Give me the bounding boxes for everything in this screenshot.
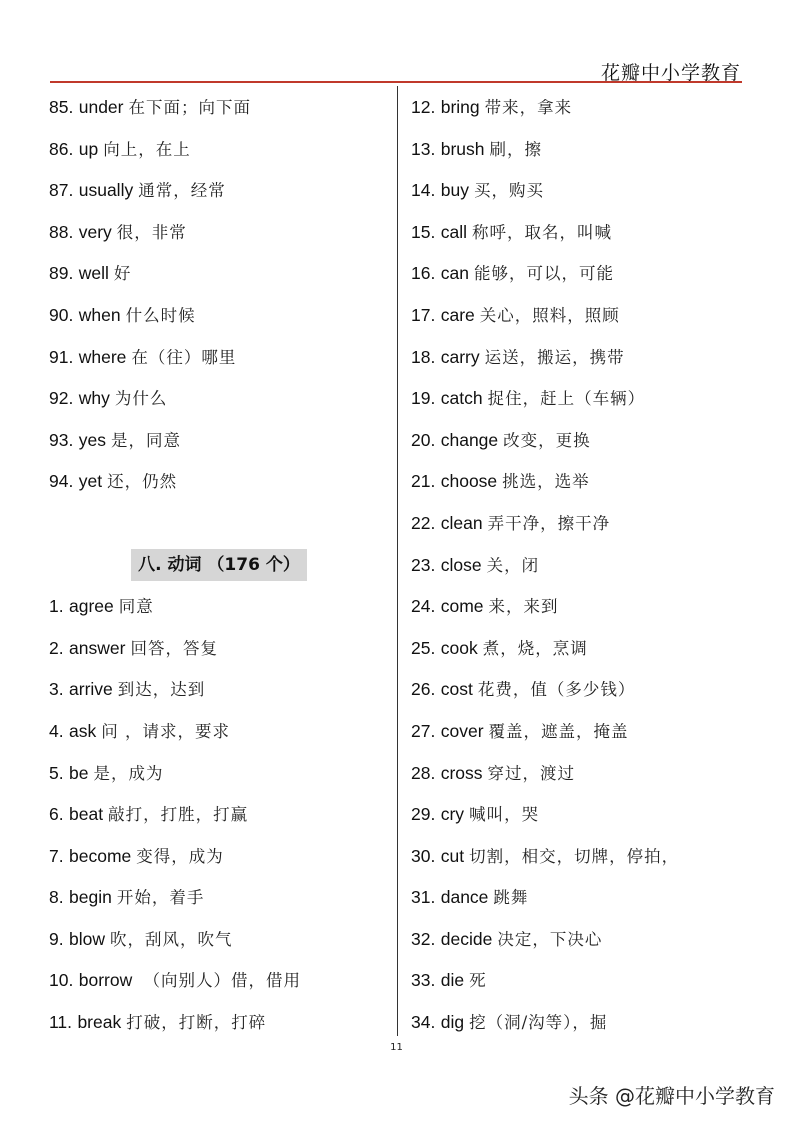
entry-number: 11.	[49, 1012, 73, 1033]
entry-word: well	[78, 263, 109, 284]
entry-meaning: 变得，成为	[136, 846, 224, 866]
entry-meaning: 问 ，请求，要求	[101, 721, 230, 741]
vocab-entry	[411, 919, 751, 961]
entry-meaning: 是，同意	[110, 430, 181, 450]
section-heading: 八. 动词 （176 个）	[131, 549, 307, 581]
entry-meaning: 决定，下决心	[497, 929, 603, 949]
entry-word: why	[78, 388, 110, 409]
page-header-title: 花瓣中小学教育	[600, 62, 741, 84]
entry-word: buy	[440, 180, 469, 201]
entry-word: cost	[440, 679, 473, 700]
vocab-entry	[49, 461, 389, 503]
entry-meaning: 很，非常	[116, 222, 187, 242]
entry-number: 33.	[411, 970, 436, 991]
entry-meaning: 在（往）哪里	[131, 347, 237, 367]
entry-meaning: 花费，值（多少钱）	[477, 680, 636, 700]
entry-number: 27.	[411, 720, 436, 741]
entry-meaning: 到达，达到	[117, 680, 206, 700]
entry-number: 16.	[411, 263, 436, 284]
entry-number: 88.	[49, 221, 74, 242]
entry-word: arrive	[69, 679, 113, 700]
entry-word: close	[440, 554, 482, 575]
entry-meaning: 关，闭	[486, 555, 540, 575]
entry-word: answer	[69, 637, 126, 658]
entry-number: 4.	[49, 720, 64, 741]
entry-meaning: 喊叫，哭	[469, 805, 540, 825]
vocab-entry	[49, 420, 389, 462]
vocab-entry	[49, 877, 389, 919]
entry-number: 8.	[49, 887, 64, 908]
entry-word: brush	[440, 138, 485, 159]
entry-number: 7.	[49, 845, 64, 866]
entry-word: dance	[440, 887, 489, 908]
entry-number: 13.	[411, 138, 436, 159]
vocab-entry	[49, 129, 389, 171]
entry-word: dig	[440, 1012, 465, 1033]
entry-number: 2.	[49, 637, 64, 658]
page-number: 11	[390, 1042, 403, 1053]
vocab-entry	[411, 586, 751, 628]
vocab-entry	[411, 877, 751, 919]
entry-number: 87.	[49, 180, 74, 201]
vocab-entry	[49, 253, 389, 295]
entry-word: where	[78, 346, 127, 367]
entry-number: 1.	[49, 596, 64, 617]
entry-word: when	[78, 304, 121, 325]
entry-meaning: 运送，搬运，携带	[484, 347, 625, 367]
entry-number: 12.	[411, 97, 436, 117]
entry-meaning: 好	[113, 264, 132, 284]
entry-meaning: 覆盖，遮盖，掩盖	[488, 721, 629, 741]
entry-word: choose	[440, 471, 498, 492]
entry-number: 24.	[411, 596, 436, 617]
vocab-entry	[49, 586, 389, 628]
entry-word: yet	[78, 471, 103, 492]
entry-meaning: 还，仍然	[107, 472, 178, 492]
entry-word: clean	[440, 512, 483, 533]
entry-word: cross	[440, 762, 483, 783]
vocab-entry	[411, 628, 751, 670]
left-entries-top	[49, 87, 389, 503]
vocab-entry	[49, 794, 389, 836]
entry-meaning: 捉住，赶上（车辆）	[487, 389, 646, 409]
entry-word: very	[78, 221, 112, 242]
entry-word: come	[440, 596, 484, 617]
entry-number: 94.	[49, 471, 74, 492]
entry-word: cry	[440, 804, 465, 825]
entry-meaning: 敲打，打胜，打赢	[108, 805, 249, 825]
entry-word: decide	[440, 928, 493, 949]
vocab-entry	[49, 919, 389, 961]
vocab-entry	[49, 836, 389, 878]
vocab-entry	[411, 295, 751, 337]
vocab-entry	[411, 753, 751, 795]
entry-meaning: 在下面；向下面	[128, 98, 251, 117]
entry-word: ask	[69, 720, 97, 741]
entry-meaning: 打破，打断，打碎	[126, 1013, 267, 1033]
entry-number: 86.	[49, 138, 74, 159]
entry-word: call	[440, 221, 467, 242]
vocab-entry	[411, 503, 751, 545]
vocab-entry	[411, 1002, 751, 1044]
entry-meaning: 吹，刮风，吹气	[110, 929, 233, 949]
entry-word: die	[440, 970, 465, 991]
entry-word: yes	[78, 429, 106, 450]
vocab-entry	[49, 753, 389, 795]
entry-number: 93.	[49, 429, 74, 450]
header-rule	[50, 81, 742, 83]
vocab-entry	[49, 669, 389, 711]
entry-number: 17.	[411, 304, 436, 325]
entry-number: 6.	[49, 804, 64, 825]
vocab-entry	[411, 337, 751, 379]
vocab-entry	[411, 960, 751, 1002]
vocab-entry	[411, 420, 751, 462]
vocab-entry	[49, 378, 389, 420]
vocab-entry	[49, 295, 389, 337]
entry-number: 5.	[49, 762, 64, 783]
entry-word: be	[69, 762, 89, 783]
entry-word: beat	[69, 804, 104, 825]
entry-number: 28.	[411, 762, 436, 783]
entry-word: cover	[440, 720, 484, 741]
entry-meaning: 弄干净，擦干净	[487, 513, 611, 533]
entry-word: usually	[78, 180, 134, 201]
entry-number: 14.	[411, 180, 436, 201]
vocab-entry	[49, 337, 389, 379]
entry-meaning: 穿过，渡过	[487, 763, 576, 783]
entry-number: 92.	[49, 388, 74, 409]
entry-meaning: 挑选，选举	[502, 472, 590, 492]
vocab-entry	[411, 711, 751, 753]
column-divider	[397, 86, 398, 1036]
entry-word: carry	[440, 346, 480, 367]
entry-number: 90.	[49, 304, 74, 325]
entry-word: blow	[69, 928, 106, 949]
right-entries	[411, 87, 751, 1044]
entry-meaning: 向上，在上	[103, 139, 191, 159]
entry-number: 32.	[411, 928, 436, 949]
entry-number: 31.	[411, 887, 436, 908]
entry-number: 15.	[411, 221, 436, 242]
entry-word: break	[77, 1012, 122, 1033]
entry-number: 34.	[411, 1012, 436, 1033]
entry-number: 25.	[411, 637, 436, 658]
entry-meaning: 为什么	[114, 389, 168, 409]
right-column	[411, 87, 751, 1044]
entry-number: 91.	[49, 346, 74, 367]
entry-word: bring	[440, 97, 480, 117]
entry-number: 10.	[49, 970, 74, 991]
entry-number: 22.	[411, 512, 436, 533]
vocab-entry	[49, 711, 389, 753]
entry-word: up	[78, 138, 99, 159]
entry-word: cook	[440, 637, 478, 658]
entry-word: cut	[440, 845, 465, 866]
entry-meaning: 挖（洞/沟等），掘	[469, 1013, 608, 1033]
entry-meaning: 来，来到	[488, 597, 559, 617]
vocab-entry	[49, 628, 389, 670]
vocab-entry	[49, 1002, 389, 1044]
entry-number: 21.	[411, 471, 436, 492]
entry-meaning: 跳舞	[493, 888, 529, 908]
vocab-entry	[411, 87, 751, 129]
entry-meaning: 开始，着手	[116, 888, 205, 908]
entry-number: 20.	[411, 429, 436, 450]
vocab-entry	[411, 461, 751, 503]
entry-number: 23.	[411, 554, 436, 575]
entry-word: under	[78, 97, 124, 117]
entry-meaning: 切割，相交，切牌，停拍，	[469, 846, 680, 866]
vocab-entry	[411, 253, 751, 295]
entry-number: 3.	[49, 679, 64, 700]
entry-word: change	[440, 429, 499, 450]
entry-meaning: 能够，可以，可能	[473, 264, 614, 284]
watermark: 头条 @花瓣中小学教育	[568, 1084, 775, 1108]
entry-meaning: 关心，照料，照顾	[479, 305, 620, 325]
entry-word: begin	[69, 887, 112, 908]
entry-meaning: 刷，擦	[489, 139, 543, 159]
vocab-entry	[49, 960, 389, 1002]
entry-number: 29.	[411, 804, 436, 825]
entry-meaning: （向别人）借，借用	[137, 971, 301, 991]
vocab-entry	[411, 129, 751, 171]
entry-word: care	[440, 304, 475, 325]
entry-word: can	[440, 263, 469, 284]
entry-meaning: 是，成为	[93, 763, 164, 783]
vocab-entry	[411, 669, 751, 711]
vocab-entry	[411, 836, 751, 878]
entry-meaning: 通常，经常	[138, 181, 226, 201]
entry-meaning: 改变，更换	[503, 430, 591, 450]
vocab-entry	[411, 212, 751, 254]
entry-meaning: 同意	[118, 597, 154, 617]
entry-number: 9.	[49, 928, 64, 949]
entry-meaning: 称呼，取名，叫喊	[472, 222, 612, 242]
vocab-entry	[411, 794, 751, 836]
entry-meaning: 回答，答复	[130, 638, 218, 658]
vocab-entry	[411, 170, 751, 212]
vocab-entry	[411, 545, 751, 587]
entry-number: 30.	[411, 845, 436, 866]
vocab-entry	[49, 170, 389, 212]
vocab-entry	[49, 212, 389, 254]
entry-number: 26.	[411, 679, 436, 700]
entry-word: borrow	[78, 970, 133, 991]
entry-meaning: 带来，拿来	[484, 98, 573, 117]
vocab-entry	[49, 87, 389, 129]
section-gap	[49, 503, 389, 545]
entry-word: become	[69, 845, 132, 866]
left-column	[49, 87, 389, 1044]
vocab-entry	[411, 378, 751, 420]
left-entries-bottom	[49, 586, 389, 1044]
entry-meaning: 煮，烧，烹调	[482, 638, 588, 658]
entry-number: 89.	[49, 263, 74, 284]
entry-word: agree	[69, 596, 114, 617]
entry-meaning: 什么时候	[125, 305, 196, 325]
entry-meaning: 买，购买	[473, 181, 544, 201]
entry-meaning: 死	[469, 971, 487, 991]
entry-number: 85.	[49, 97, 74, 117]
section-heading-row	[49, 545, 389, 587]
entry-word: catch	[440, 388, 483, 409]
entry-number: 19.	[411, 388, 436, 409]
entry-number: 18.	[411, 346, 436, 367]
